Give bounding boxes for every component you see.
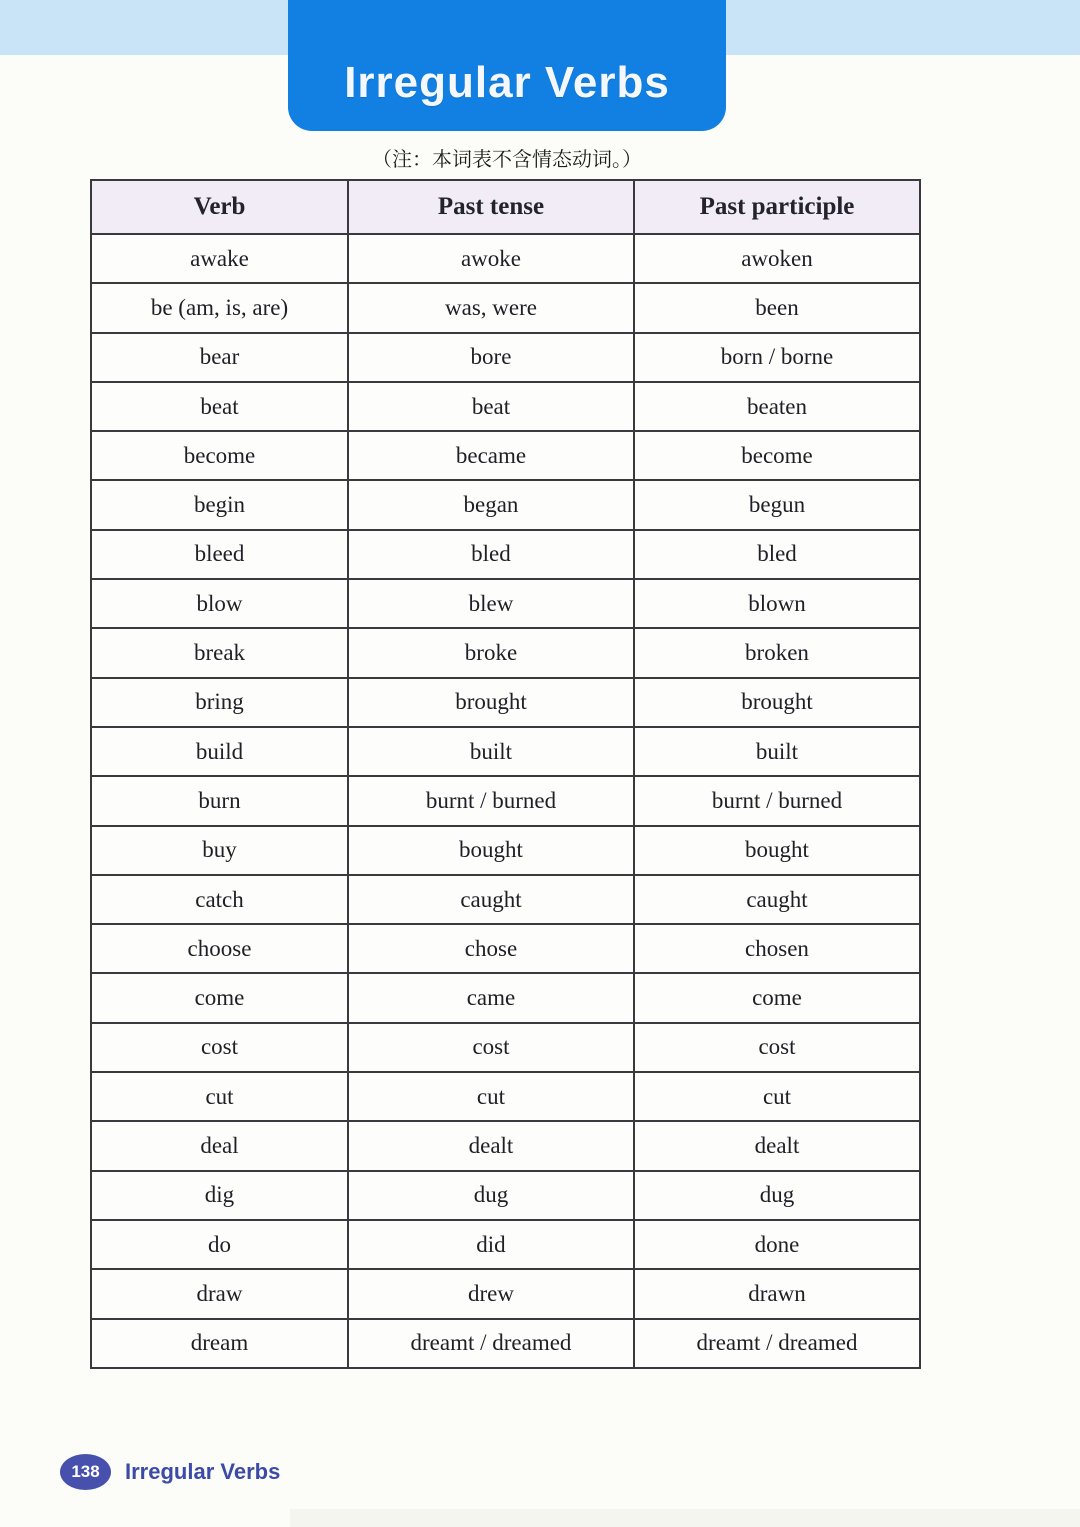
table-cell: build [91,727,348,776]
table-cell: began [348,480,634,529]
table-header [91,180,920,234]
table-cell: dug [348,1171,634,1220]
table-row [91,628,920,677]
table-row [91,431,920,480]
table-cell: bought [348,826,634,875]
table-cell: beat [348,382,634,431]
table-cell: bleed [91,530,348,579]
table-cell: deal [91,1121,348,1170]
table-row [91,382,920,431]
table-cell: became [348,431,634,480]
table-cell: caught [348,875,634,924]
table-cell: built [348,727,634,776]
table-row [91,480,920,529]
table-cell: come [91,973,348,1022]
table-cell: begin [91,480,348,529]
table-cell: caught [634,875,920,924]
table-row [91,530,920,579]
page-footer [60,1454,280,1490]
table-cell: built [634,727,920,776]
table-cell: dug [634,1171,920,1220]
table-cell: burn [91,776,348,825]
table-cell: broken [634,628,920,677]
table-row [91,1072,920,1121]
table-cell: awoken [634,234,920,283]
column-header: Past participle [634,180,920,234]
table-cell: cut [91,1072,348,1121]
table-cell: been [634,283,920,332]
table-cell: dream [91,1319,348,1368]
table-body [91,234,920,1368]
table-cell: cost [91,1023,348,1072]
table-cell: bled [348,530,634,579]
column-header: Past tense [348,180,634,234]
footer-title: Irregular Verbs [125,1459,281,1484]
table-cell: bought [634,826,920,875]
table-cell: blow [91,579,348,628]
table-row [91,234,920,283]
column-header: Verb [91,180,348,234]
table-cell: bled [634,530,920,579]
table-cell: awake [91,234,348,283]
table-row [91,924,920,973]
table-cell: dig [91,1171,348,1220]
note-text: （注：本词表不含情态动词。） [372,149,642,171]
table-cell: become [91,431,348,480]
table-cell: done [634,1220,920,1269]
table-cell: be (am, is, are) [91,283,348,332]
table-cell: cost [348,1023,634,1072]
table-cell: chose [348,924,634,973]
table-cell: burnt / burned [348,776,634,825]
table-row [91,1319,920,1368]
table-cell: dealt [634,1121,920,1170]
page-number-badge: 138 [60,1454,111,1490]
table-cell: draw [91,1269,348,1318]
table-row [91,678,920,727]
table-cell: bring [91,678,348,727]
table-row [91,1023,920,1072]
table-row [91,283,920,332]
table-cell: brought [634,678,920,727]
table-cell: dealt [348,1121,634,1170]
table-cell: break [91,628,348,677]
table-cell: drew [348,1269,634,1318]
table-row [91,776,920,825]
table-row [91,1269,920,1318]
title-banner [288,0,726,131]
header-row [91,180,920,234]
table-cell: burnt / burned [634,776,920,825]
table-row [91,973,920,1022]
table-row [91,826,920,875]
table-cell: cost [634,1023,920,1072]
scan-artifact-band [290,1509,1080,1527]
irregular-verbs-table [90,179,921,1369]
table-row [91,727,920,776]
table-cell: chosen [634,924,920,973]
table-row [91,1171,920,1220]
table-cell: cut [634,1072,920,1121]
table-cell: do [91,1220,348,1269]
table-cell: come [634,973,920,1022]
table-cell: dreamt / dreamed [348,1319,634,1368]
table-cell: become [634,431,920,480]
table-cell: catch [91,875,348,924]
table-cell: broke [348,628,634,677]
table-row [91,875,920,924]
table-cell: did [348,1220,634,1269]
table-cell: dreamt / dreamed [634,1319,920,1368]
table-cell: was, were [348,283,634,332]
table-cell: beaten [634,382,920,431]
table-cell: buy [91,826,348,875]
table-cell: born / borne [634,333,920,382]
table-cell: awoke [348,234,634,283]
table-cell: cut [348,1072,634,1121]
table-row [91,579,920,628]
table-cell: beat [91,382,348,431]
table-cell: choose [91,924,348,973]
table-cell: drawn [634,1269,920,1318]
table-cell: blown [634,579,920,628]
table-row [91,1220,920,1269]
page-title: Irregular Verbs [344,57,670,107]
table-cell: brought [348,678,634,727]
table-cell: bear [91,333,348,382]
table-cell: bore [348,333,634,382]
table-cell: begun [634,480,920,529]
table-cell: blew [348,579,634,628]
table-cell: came [348,973,634,1022]
table-row [91,333,920,382]
table-row [91,1121,920,1170]
